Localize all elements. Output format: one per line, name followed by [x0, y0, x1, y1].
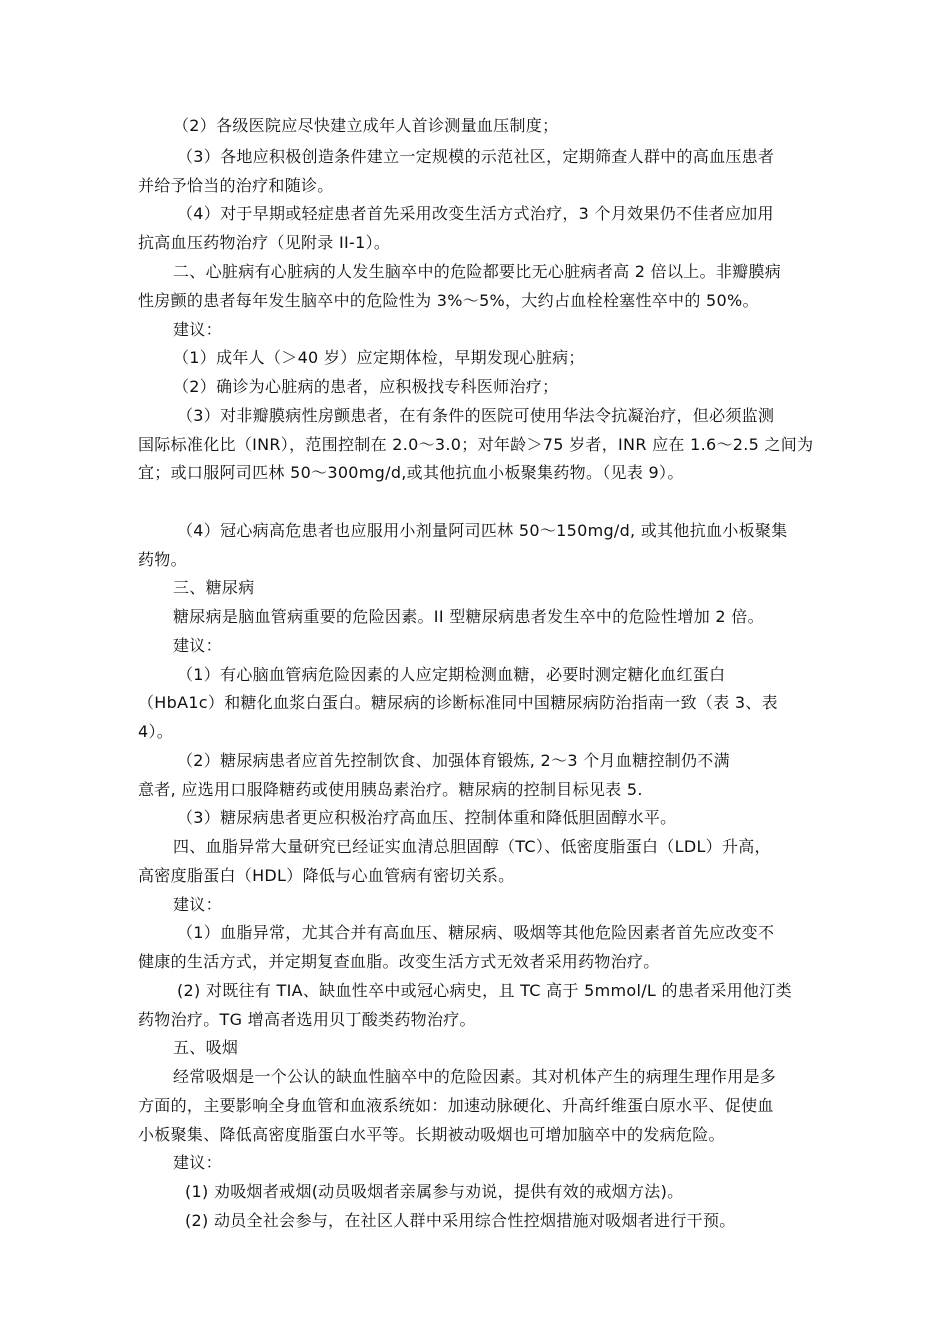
- text-line: （2）确诊为心脏病的患者，应积极找专科医师治疗；: [173, 377, 559, 396]
- text-line: 药物治疗。TG 增高者选用贝丁酸类药物治疗。: [138, 1010, 476, 1029]
- text-line: （4）冠心病高危患者也应服用小剂量阿司匹林 50～150mg/d, 或其他抗血小板聚集: [177, 521, 788, 540]
- text-line: 经常吸烟是一个公认的缺血性脑卒中的危险因素。其对机体产生的病理生理作用是多: [173, 1067, 777, 1086]
- text-line: (2) 动员全社会参与，在社区人群中采用综合性控烟措施对吸烟者进行干预。: [185, 1211, 736, 1230]
- text-line: （3）各地应积极创造条件建立一定规模的示范社区，定期筛查人群中的高血压患者: [177, 147, 775, 166]
- text-line: （3）糖尿病患者更应积极治疗高血压、控制体重和降低胆固醇水平。: [177, 808, 677, 827]
- section-heading: 四、血脂异常大量研究已经证实血清总胆固醇（TC）、低密度脂蛋白（LDL）升高，: [173, 837, 771, 856]
- section-heading: 五、吸烟: [173, 1038, 239, 1057]
- text-line: （4）对于早期或轻症患者首先采用改变生活方式治疗，3 个月效果仍不佳者应加用: [177, 204, 774, 223]
- section-heading: 二、心脏病有心脏病的人发生脑卒中的危险都要比无心脏病者高 2 倍以上。非瓣膜病: [173, 262, 782, 281]
- text-line: （3）对非瓣膜病性房颤患者，在有条件的医院可使用华法令抗凝治疗，但必须监测: [177, 406, 775, 425]
- text-line: 药物。: [138, 550, 187, 569]
- text-line: （2）各级医院应尽快建立成年人首诊测量血压制度；: [173, 116, 559, 135]
- text-line: 方面的，主要影响全身血管和血液系统如：加速动脉硬化、升高纤维蛋白原水平、促使血: [138, 1096, 774, 1115]
- text-line: (2) 对既往有 TIA、缺血性卒中或冠心病史，且 TC 高于 5mmol/L 的患者采用他汀类: [177, 981, 792, 1000]
- text-line: (1) 劝吸烟者戒烟(动员吸烟者亲属参与劝说，提供有效的戒烟方法)。: [185, 1182, 684, 1201]
- text-line: 性房颤的患者每年发生脑卒中的危险性为 3%～5%，大约占血栓栓塞性卒中的 50%。: [138, 291, 759, 310]
- text-line: 小板聚集、降低高密度脂蛋白水平等。长期被动吸烟也可增加脑卒中的发病危险。: [138, 1125, 725, 1144]
- text-line: （2）糖尿病患者应首先控制饮食、加强体育锻炼, 2～3 个月血糖控制仍不满: [177, 751, 730, 770]
- text-line: （1）有心脑血管病危险因素的人应定期检测血糖，必要时测定糖化血红蛋白: [177, 665, 726, 684]
- text-line: 意者, 应选用口服降糖药或使用胰岛素治疗。糖尿病的控制目标见表 5.: [138, 780, 643, 799]
- text-line: 4）。: [138, 722, 174, 741]
- section-heading: 三、糖尿病: [173, 578, 255, 597]
- text-line: 健康的生活方式，并定期复查血脂。改变生活方式无效者采用药物治疗。: [138, 952, 660, 971]
- text-line: 宜；或口服阿司匹林 50～300mg/d,或其他抗血小板聚集药物。（见表 9）。: [138, 463, 684, 482]
- text-line: 并给予恰当的治疗和随诊。: [138, 176, 334, 195]
- text-line: 建议：: [173, 320, 222, 339]
- text-line: 抗高血压药物治疗（见附录 II-1）。: [138, 233, 391, 252]
- text-line: 建议：: [173, 895, 222, 914]
- text-line: 建议：: [173, 1153, 222, 1172]
- text-line: 建议：: [173, 636, 222, 655]
- text-line: 糖尿病是脑血管病重要的危险因素。II 型糖尿病患者发生卒中的危险性增加 2 倍。: [173, 607, 764, 626]
- text-line: （HbA1c）和糖化血浆白蛋白。糖尿病的诊断标准同中国糖尿病防治指南一致（表 3、表: [138, 693, 778, 712]
- text-line: 高密度脂蛋白（HDL）降低与心血管病有密切关系。: [138, 866, 515, 885]
- text-line: 国际标准化比（INR），范围控制在 2.0～3.0；对年龄＞75 岁者，INR 应在 1.6～2.5 之间为: [138, 435, 814, 454]
- text-line: （1）成年人（＞40 岁）应定期体检，早期发现心脏病；: [173, 348, 585, 367]
- text-line: （1）血脂异常，尤其合并有高血压、糖尿病、吸烟等其他危险因素者首先应改变不: [177, 923, 775, 942]
